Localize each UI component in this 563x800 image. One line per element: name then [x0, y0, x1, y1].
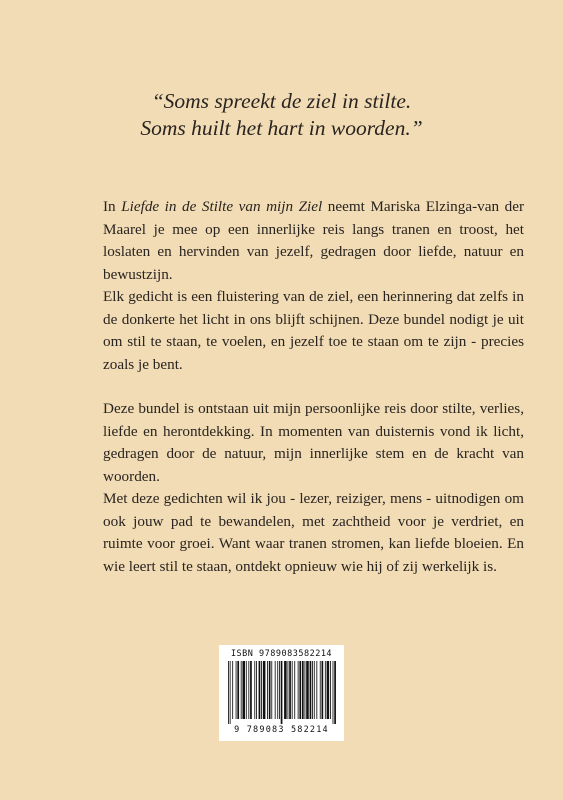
barcode-bar [312, 661, 313, 719]
barcode-bars [227, 661, 337, 724]
barcode-bar [248, 661, 249, 719]
barcode-bar [294, 661, 295, 719]
isbn-barcode [219, 645, 344, 741]
barcode-bar [287, 661, 288, 719]
barcode-bar [280, 661, 282, 724]
barcode-bar [306, 661, 309, 719]
barcode-bar [245, 661, 246, 719]
barcode-bar [240, 661, 241, 719]
barcode-bar [324, 661, 325, 719]
barcode-bar [235, 661, 236, 719]
barcode-bar [232, 661, 233, 719]
barcode-bar [321, 661, 323, 719]
barcode-bar [242, 661, 245, 719]
barcode-bar [237, 661, 239, 719]
barcode-bar [254, 661, 255, 719]
barcode-bar [277, 661, 278, 719]
barcode-bar [309, 661, 311, 719]
barcode-bar [274, 661, 275, 719]
barcode-bar [279, 661, 280, 719]
barcode-bar [330, 661, 331, 719]
paragraph-ontstaan: Deze bundel is ontstaan uit mijn persoonlijke reis door stilte, verlies, liefde en herontdekking. In momenten van duisternis vond ik licht, gedragen door de natuur, mijn innerlijke stem en de kracht van woorden. [103, 400, 524, 485]
barcode-bar [262, 661, 265, 719]
barcode-bar [291, 661, 292, 719]
paragraph-intro [103, 196, 524, 286]
barcode-bar [267, 661, 268, 719]
barcode-bar [316, 661, 317, 719]
barcode-bar [304, 661, 305, 719]
quote-line-1: “Soms spreekt de ziel in stilte. [151, 89, 412, 113]
book-title: Liefde in de Stilte van mijn Ziel [121, 198, 323, 215]
intro-rest: neemt Mariska Elzinga-van der Maarel je mee op een innerlijke reis langs tranen en troost, het loslaten en hervinden van jezelf, gedragen door liefde, natuur en bewustzijn. [103, 198, 525, 283]
barcode-bar [297, 661, 298, 719]
paragraph-uitnodiging: Met deze gedichten wil ik jou - lezer, reiziger, mens - uitnodigen om ook jouw pad te bewandelen, met zachtheid voor je verdriet, en ruimte voor groei. Want waar tranen stromen, kan liefde bloeien. En wie leert stil te staan, ontdekt opnieuw wie hij of zij werkelijk is. [103, 490, 524, 575]
barcode-bar [229, 661, 230, 724]
quote-line-2: Soms huilt het hart in woorden.” [140, 116, 423, 140]
back-cover-quote [0, 88, 563, 142]
barcode-bar [261, 661, 262, 719]
barcode-bar [313, 661, 314, 719]
barcode-bar [319, 661, 320, 719]
isbn-digits: 9 789083 582214 [234, 725, 329, 735]
barcode-bar [271, 661, 272, 719]
barcode-bar [228, 661, 229, 724]
barcode-bar [256, 661, 257, 719]
paragraph-fluistering: Elk gedicht is een fluistering van de ziel, een herinnering dat zelfs in de donkerte het licht in ons blijft schijnen. Deze bundel nodigt je uit om stil te staan, te voelen, en jezelf toe te staan om te zijn - precies zoals je bent. [103, 288, 524, 373]
barcode-bar [334, 661, 336, 724]
blurb [103, 196, 524, 578]
barcode-bar [332, 661, 333, 724]
intro-prefix: In [103, 198, 122, 215]
barcode-bar [258, 661, 260, 719]
isbn-label: ISBN 9789083582214 [230, 649, 333, 659]
barcode-bar [301, 661, 303, 719]
barcode-bar [284, 661, 287, 719]
barcode-bar [268, 661, 270, 719]
barcode-bar [250, 661, 252, 719]
barcode-bar [299, 661, 301, 719]
barcode-bar [326, 661, 329, 719]
barcode-bar [289, 661, 291, 719]
